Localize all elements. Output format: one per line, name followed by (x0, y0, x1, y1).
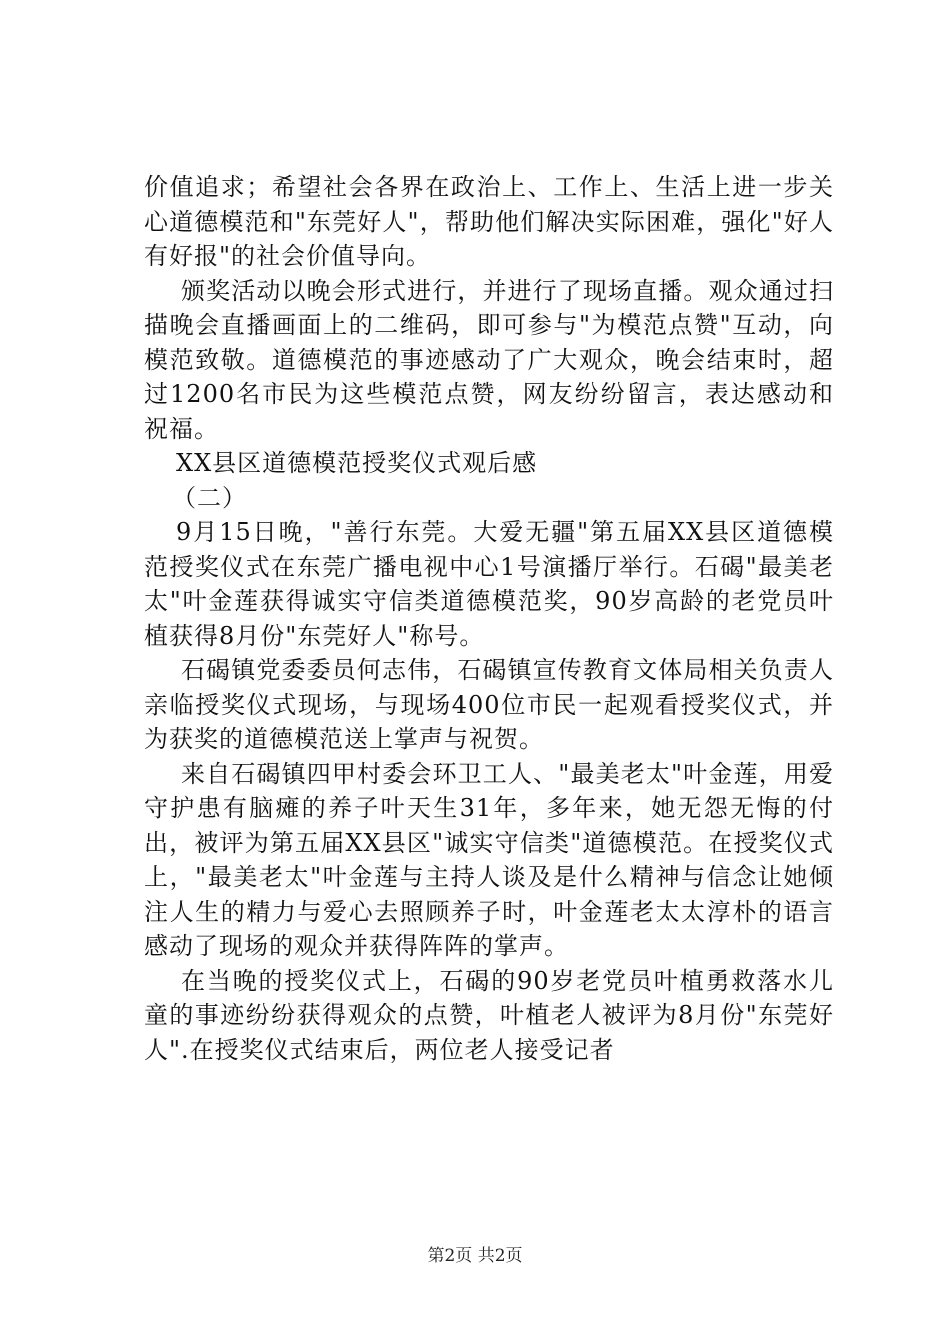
document-body (144, 170, 834, 1067)
section-title: XX县区道德模范授奖仪式观后感 (176, 449, 538, 477)
page-footer: 第2页 共2页 (427, 1246, 523, 1266)
paragraph-ye-jinlian: 来自石碣镇四甲村委会环卫工人、"最美老太"叶金莲，用爱守护患有脑瘫的养子叶天生31年，多年来，她无怨无悔的付出，被评为第五届XX县区"诚实守信类"道德模范。在授奖仪式上，"最美老太"叶金莲与主持人谈及是什么精神与信念让她倾注人生的精力与爱心去照顾养子时，叶金莲老太太淳朴的语言感动了现场的观众并获得阵阵的掌声。 (144, 759, 834, 960)
paragraph-ceremony: 9月15日晚，"善行东莞。大爱无疆"第五届XX县区道德模范授奖仪式在东莞广播电视中心1号演播厅举行。石碣"最美老太"叶金莲获得诚实守信类道德模范奖，90岁高龄的老党员叶植获得8月份"东莞好人"称号。 (144, 518, 834, 650)
paragraph-award-broadcast: 颁奖活动以晚会形式进行，并进行了现场直播。观众通过扫描晚会直播画面上的二维码，即可参与"为模范点赞"互动，向模范致敬。道德模范的事迹感动了广大观众，晚会结束时，超过1200名市民为这些模范点赞，网友纷纷留言，表达感动和祝福。 (144, 276, 834, 443)
paragraph-continuation: 价值追求；希望社会各界在政治上、工作上、生活上进一步关心道德模范和"东莞好人"，帮助他们解决实际困难，强化"好人有好报"的社会价值导向。 (144, 173, 834, 270)
section-number: （二） (172, 483, 247, 512)
paragraph-officials: 石碣镇党委委员何志伟，石碣镇宣传教育文体局相关负责人亲临授奖仪式现场，与现场400位市民一起观看授奖仪式，并为获奖的道德模范送上掌声与祝贺。 (144, 656, 834, 753)
paragraph-ye-zhi: 在当晚的授奖仪式上，石碣的90岁老党员叶植勇救落水儿童的事迹纷纷获得观众的点赞，叶植老人被评为8月份"东莞好人".在授奖仪式结束后，两位老人接受记者 (144, 966, 834, 1064)
